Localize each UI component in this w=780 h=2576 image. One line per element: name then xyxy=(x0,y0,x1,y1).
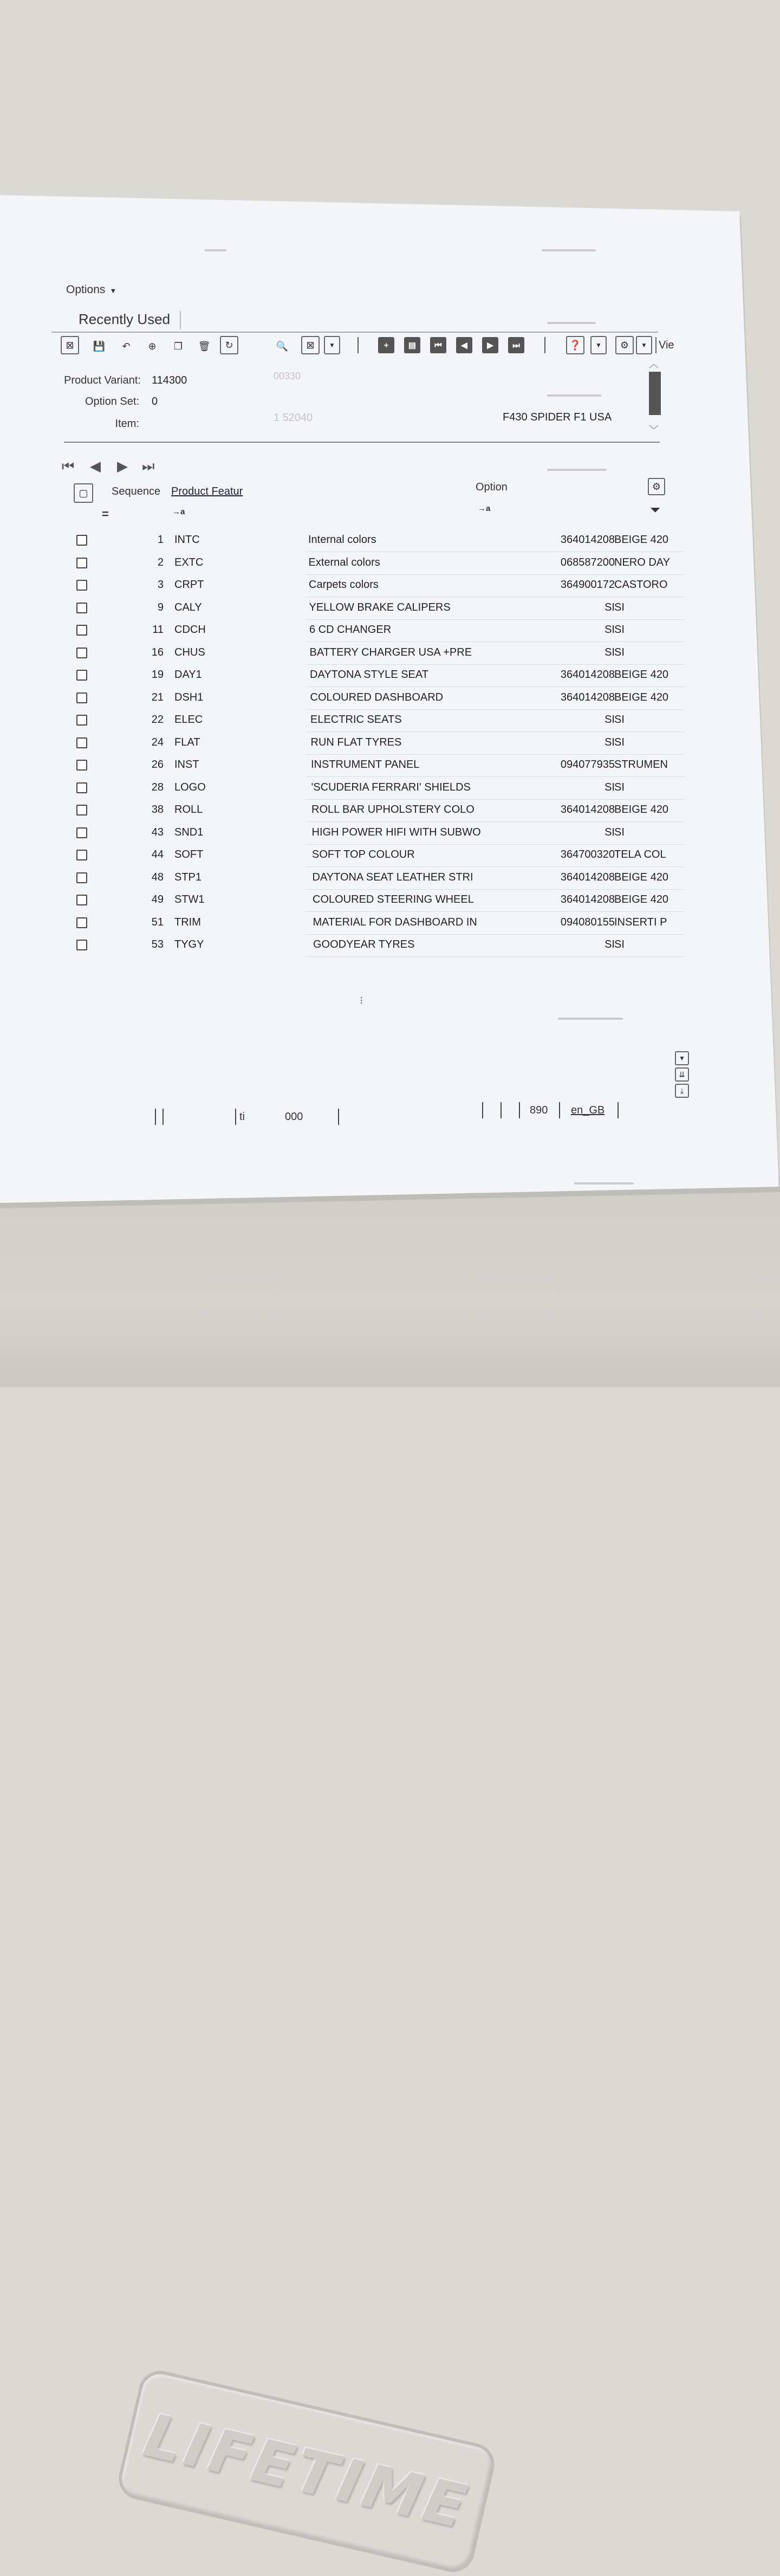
column-header-option[interactable]: Option xyxy=(476,481,508,493)
row-option-description: INSERTI P xyxy=(614,916,667,928)
row-sequence: 49 xyxy=(151,894,164,905)
row-divider xyxy=(306,709,685,710)
excel-icon: ⊠ xyxy=(66,339,74,351)
row-option-value: 364700320 xyxy=(560,849,615,860)
row-feature-description: ELECTRIC SEATS xyxy=(310,714,402,726)
row-sequence: 2 xyxy=(157,556,164,568)
row-feature-description: INSTRUMENT PANEL xyxy=(311,759,420,771)
recently-used-tab[interactable]: Recently Used xyxy=(79,311,171,327)
row-option-description: TELA COL xyxy=(614,849,666,860)
help-button[interactable] xyxy=(566,336,584,354)
row-option-value: 364900172 xyxy=(560,579,615,591)
row-checkbox[interactable] xyxy=(76,917,87,928)
row-sequence: 38 xyxy=(151,804,164,815)
row-option-description: BEIGE 420 xyxy=(614,534,669,546)
first-icon: ⏮ xyxy=(434,340,442,350)
first-page-icon[interactable]: ⏮ xyxy=(62,458,75,474)
chevron-down-icon: ▼ xyxy=(109,287,117,295)
refresh-button[interactable] xyxy=(220,336,238,354)
row-option-value: 364014208 xyxy=(560,669,615,681)
folder-button[interactable] xyxy=(404,337,420,353)
floppy-icon: 💾 xyxy=(93,340,106,352)
row-option-description: SI xyxy=(614,736,625,748)
status-divider xyxy=(338,1109,339,1125)
row-checkbox[interactable] xyxy=(76,670,87,681)
row-feature-code: ELEC xyxy=(174,714,203,726)
row-feature-code: INST xyxy=(174,759,199,771)
grid-settings-button[interactable] xyxy=(648,478,665,495)
row-option-value: SI xyxy=(604,646,615,658)
product-variant-label: Product Variant: xyxy=(64,374,141,386)
last-page-icon[interactable]: ⏭ xyxy=(142,458,155,474)
status-divider xyxy=(559,1102,560,1118)
print-smudge xyxy=(547,322,596,324)
row-sequence: 53 xyxy=(151,939,164,950)
row-checkbox[interactable] xyxy=(76,827,87,838)
row-feature-code: CALY xyxy=(174,601,202,613)
filter-funnel-icon[interactable]: ⏷ xyxy=(650,503,661,517)
folder-add-icon: + xyxy=(384,340,389,350)
copy-icon: ❐ xyxy=(173,340,183,352)
row-sequence: 44 xyxy=(151,849,164,860)
row-sequence: 22 xyxy=(151,714,164,726)
row-feature-description: COLOURED STEERING WHEEL xyxy=(313,894,474,905)
row-sequence: 28 xyxy=(151,781,164,793)
row-option-description: SI xyxy=(614,646,625,658)
item-description: F430 SPIDER F1 USA xyxy=(503,411,612,423)
form-bottom-rule xyxy=(64,442,660,443)
row-feature-code: ROLL xyxy=(174,804,203,815)
row-feature-description: External colors xyxy=(308,556,380,568)
row-checkbox[interactable] xyxy=(76,872,87,883)
print-smudge xyxy=(558,1018,623,1020)
toolbar-top-rule xyxy=(51,332,658,333)
status-divider xyxy=(500,1102,502,1118)
row-option-description: SI xyxy=(614,826,625,838)
row-sequence: 43 xyxy=(151,826,164,838)
row-option-value: 094080155 xyxy=(560,916,615,928)
chevron-down-icon: ▼ xyxy=(641,341,647,349)
item-label: Item: xyxy=(115,418,139,430)
row-feature-description: HIGH POWER HIFI WITH SUBWO xyxy=(311,826,481,838)
row-divider xyxy=(306,776,685,777)
options-label: Options xyxy=(66,283,106,296)
row-divider xyxy=(306,956,685,957)
row-checkbox[interactable] xyxy=(76,648,87,658)
row-feature-description: DAYTONA STYLE SEAT xyxy=(310,669,428,681)
row-divider xyxy=(306,664,685,665)
row-sequence: 16 xyxy=(151,646,164,658)
next-icon: ▶ xyxy=(487,341,493,350)
export-excel-button[interactable] xyxy=(61,336,79,354)
row-option-description: BEIGE 420 xyxy=(614,894,669,905)
new-record-button[interactable] xyxy=(143,337,161,355)
status-divider xyxy=(155,1109,156,1125)
search-button[interactable] xyxy=(273,337,291,355)
row-option-description: STRUMEN xyxy=(614,759,668,771)
row-divider xyxy=(306,911,685,912)
row-feature-code: DSH1 xyxy=(174,691,204,703)
settings-dropdown-button[interactable] xyxy=(636,336,652,354)
print-smudge xyxy=(205,249,226,251)
row-option-value: 364014208 xyxy=(560,894,615,905)
previous-page-icon[interactable]: ◀ xyxy=(90,458,101,474)
status-faint-text: ti xyxy=(239,1111,245,1123)
row-checkbox[interactable] xyxy=(76,895,87,905)
row-checkbox[interactable] xyxy=(76,535,87,546)
row-feature-description: COLOURED DASHBOARD xyxy=(310,691,444,703)
option-set-value[interactable]: 0 xyxy=(152,396,158,407)
clear-filter-icon: ⊠ xyxy=(306,339,315,351)
add-document-icon: ⊕ xyxy=(148,340,157,352)
checkbox-icon: ▢ xyxy=(79,487,88,499)
row-option-value: SI xyxy=(604,601,615,613)
row-feature-description: 'SCUDERIA FERRARI' SHIELDS xyxy=(311,781,471,793)
row-option-description: BEIGE 420 xyxy=(614,669,669,681)
save-button[interactable] xyxy=(90,337,108,355)
row-option-value: SI xyxy=(604,826,615,838)
row-feature-code: DAY1 xyxy=(174,669,202,681)
tab-divider xyxy=(180,311,181,329)
row-sequence: 26 xyxy=(151,759,164,771)
print-smudge xyxy=(542,249,596,251)
filter-dropdown-button[interactable] xyxy=(324,336,340,354)
row-checkbox[interactable] xyxy=(76,760,87,771)
gear-icon: ⚙ xyxy=(652,481,661,492)
row-option-value: 364014208 xyxy=(560,804,615,815)
row-divider xyxy=(306,934,685,935)
status-faint-number: 000 xyxy=(285,1111,303,1123)
item-code[interactable]: 1 52040 xyxy=(274,412,313,424)
row-feature-code: INTC xyxy=(174,534,200,546)
status-divider xyxy=(235,1109,236,1125)
sort-az-icon[interactable]: →a xyxy=(172,507,185,516)
row-option-description: BEIGE 420 xyxy=(614,804,669,815)
row-option-value: SI xyxy=(604,939,615,950)
faint-code: 00330 xyxy=(274,371,301,381)
scroll-bottom-icon: ⤓ xyxy=(680,1086,684,1095)
last-icon: ⏭ xyxy=(512,340,520,350)
row-option-value: SI xyxy=(604,624,615,636)
row-divider xyxy=(306,866,685,867)
brand-emboss-text: LIFETIME xyxy=(138,2400,476,2542)
row-option-value: SI xyxy=(604,781,615,793)
row-sequence: 48 xyxy=(151,871,164,883)
sort-az-icon[interactable]: →a xyxy=(478,504,491,513)
row-divider xyxy=(306,619,685,620)
undo-button[interactable] xyxy=(117,337,135,355)
row-option-value: 068587200 xyxy=(560,556,615,568)
previous-icon: ◀ xyxy=(461,341,467,350)
row-checkbox[interactable] xyxy=(76,603,87,613)
row-option-description: SI xyxy=(614,624,625,636)
last-record-button[interactable] xyxy=(508,337,524,353)
delete-button[interactable] xyxy=(195,337,213,355)
row-option-description: SI xyxy=(614,781,625,793)
double-chevron-down-icon: ⇊ xyxy=(679,1070,685,1079)
print-smudge xyxy=(547,394,601,397)
row-feature-description: MATERIAL FOR DASHBOARD IN xyxy=(313,916,477,928)
row-option-description: SI xyxy=(614,714,625,726)
refresh-icon: ↻ xyxy=(225,339,233,351)
row-sequence: 1 xyxy=(157,534,164,546)
row-feature-description: 6 CD CHANGER xyxy=(309,624,392,636)
print-smudge xyxy=(547,469,607,471)
row-checkbox[interactable] xyxy=(76,782,87,793)
scroll-bottom-button[interactable] xyxy=(675,1084,689,1098)
undo-icon: ↶ xyxy=(122,340,131,352)
row-feature-description: Internal colors xyxy=(308,534,376,546)
status-divider xyxy=(162,1109,164,1125)
row-feature-code: STW1 xyxy=(174,894,205,905)
row-option-description: SI xyxy=(614,601,625,613)
form-scroll-thumb[interactable] xyxy=(649,372,661,415)
row-checkbox[interactable] xyxy=(76,850,87,860)
row-option-description: BEIGE 420 xyxy=(614,871,669,883)
print-smudge xyxy=(574,1182,634,1185)
scroll-down-button[interactable] xyxy=(675,1051,689,1065)
row-feature-code: SOFT xyxy=(174,849,204,860)
row-feature-code: CDCH xyxy=(174,624,206,636)
row-feature-code: EXTC xyxy=(174,556,204,568)
row-feature-description: GOODYEAR TYRES xyxy=(313,939,415,950)
row-option-value: 364014208 xyxy=(560,871,615,883)
row-option-value: SI xyxy=(604,714,615,726)
status-divider xyxy=(618,1102,619,1118)
next-page-icon[interactable]: ▶ xyxy=(117,458,128,474)
previous-record-button[interactable] xyxy=(456,337,472,353)
row-divider xyxy=(306,754,685,755)
search-icon: 🔍 xyxy=(276,340,289,352)
settings-button[interactable] xyxy=(615,336,634,354)
row-feature-description: RUN FLAT TYRES xyxy=(310,736,402,748)
status-divider xyxy=(482,1102,483,1118)
row-option-value: SI xyxy=(604,736,615,748)
help-dropdown-button[interactable] xyxy=(590,336,607,354)
toolbar-separator xyxy=(358,337,359,353)
row-feature-code: FLAT xyxy=(174,736,200,748)
status-divider xyxy=(519,1102,520,1118)
options-menu[interactable] xyxy=(66,283,116,296)
row-checkbox[interactable] xyxy=(76,625,87,636)
chevron-down-icon[interactable]: ﹀ xyxy=(649,425,659,436)
chevron-up-icon[interactable]: ︿ xyxy=(649,359,659,370)
row-feature-description: ROLL BAR UPHOLSTERY COLO xyxy=(311,804,474,815)
column-header-product-feature[interactable]: Product Featur xyxy=(171,486,243,497)
row-sequence: 51 xyxy=(151,916,164,928)
row-option-description: BEIGE 420 xyxy=(614,691,669,703)
row-option-value: 364014208 xyxy=(560,534,615,546)
row-divider xyxy=(306,799,685,800)
row-checkbox[interactable] xyxy=(76,737,87,748)
row-checkbox[interactable] xyxy=(76,715,87,726)
chevron-down-icon: ▼ xyxy=(679,1054,685,1062)
row-feature-code: CHUS xyxy=(174,646,205,658)
row-option-value: 364014208 xyxy=(560,691,615,703)
row-sequence: 9 xyxy=(157,601,164,613)
chevron-down-icon: ▼ xyxy=(595,341,602,349)
row-feature-description: DAYTONA SEAT LEATHER STRI xyxy=(312,871,473,883)
row-feature-code: CRPT xyxy=(174,579,204,591)
trash-icon: 🗑 xyxy=(198,340,211,352)
next-record-button[interactable] xyxy=(482,337,498,353)
row-option-description: SI xyxy=(614,939,625,950)
row-sequence: 19 xyxy=(151,669,164,681)
status-record-count: 890 xyxy=(530,1104,548,1116)
filter-equals-icon[interactable]: = xyxy=(102,507,109,521)
row-divider xyxy=(306,889,685,890)
folder-icon: ▤ xyxy=(408,341,417,350)
status-locale[interactable]: en_GB xyxy=(571,1104,605,1116)
row-divider xyxy=(306,844,685,845)
new-folder-button[interactable] xyxy=(378,337,394,353)
row-option-value: 094077935 xyxy=(560,759,615,771)
row-feature-description: Carpets colors xyxy=(309,579,379,591)
row-feature-code: TYGY xyxy=(174,939,204,950)
gear-icon: ⚙ xyxy=(620,339,629,351)
brand-emboss xyxy=(114,2367,498,2576)
copy-record-button[interactable] xyxy=(169,337,187,355)
row-feature-code: LOGO xyxy=(174,781,206,793)
row-sequence: 11 xyxy=(152,624,164,636)
row-sequence: 21 xyxy=(151,691,164,703)
row-checkbox[interactable] xyxy=(76,558,87,568)
row-checkbox[interactable] xyxy=(76,805,87,815)
row-option-description: CASTORO xyxy=(614,579,668,591)
select-all-checkbox[interactable] xyxy=(74,483,93,503)
chevron-down-icon: ▼ xyxy=(329,341,335,349)
row-option-description: NERO DAY xyxy=(614,556,670,568)
row-divider xyxy=(306,821,685,822)
clear-filter-button[interactable] xyxy=(301,336,320,354)
row-checkbox[interactable] xyxy=(76,692,87,703)
row-checkbox[interactable] xyxy=(76,580,87,591)
option-set-label: Option Set: xyxy=(84,396,139,407)
row-feature-description: BATTERY CHARGER USA +PRE xyxy=(309,646,472,658)
row-feature-code: SND1 xyxy=(174,826,204,838)
row-sequence: 24 xyxy=(151,736,164,748)
page-down-button[interactable] xyxy=(675,1067,689,1082)
row-feature-description: SOFT TOP COLOUR xyxy=(312,849,415,860)
product-variant-value[interactable]: 114300 xyxy=(152,374,187,386)
row-feature-description: YELLOW BRAKE CALIPERS xyxy=(309,601,451,613)
toolbar-separator xyxy=(544,337,545,353)
row-divider xyxy=(306,574,685,575)
column-header-sequence[interactable]: Sequence xyxy=(112,486,161,497)
help-icon: ❓ xyxy=(569,339,582,351)
row-checkbox[interactable] xyxy=(76,940,87,950)
row-sequence: 3 xyxy=(157,579,164,591)
row-feature-code: STP1 xyxy=(174,871,202,883)
first-record-button[interactable] xyxy=(430,337,446,353)
print-speck: ⁝ xyxy=(360,995,363,1007)
row-feature-code: TRIM xyxy=(174,916,201,928)
view-menu[interactable]: Vie xyxy=(655,337,674,353)
